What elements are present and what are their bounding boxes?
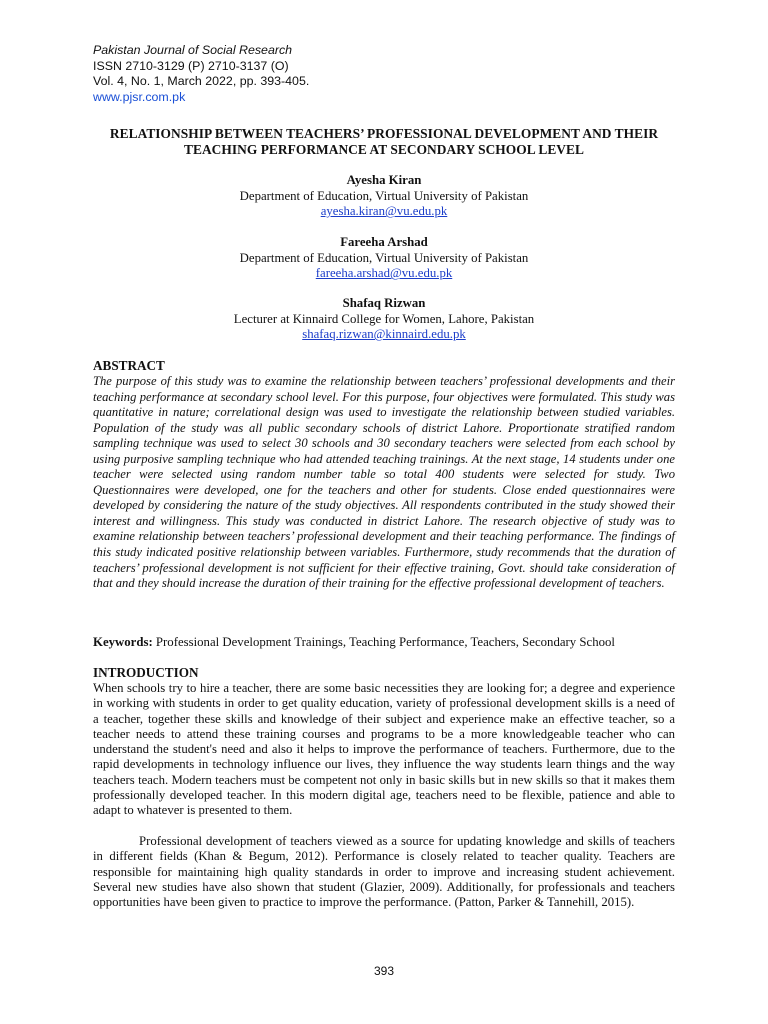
author-affiliation: Department of Education, Virtual University of Pakistan — [239, 250, 529, 265]
author-block — [93, 296, 675, 343]
introduction-heading: INTRODUCTION — [93, 665, 199, 680]
keywords — [93, 635, 675, 651]
abstract-text: The purpose of this study was to examine the relationship between teachers’ professional developments and their teaching performance at secondary school level. For this purpose, four objectives were formulated. This study was quantitative in nature; correlational design was used to investigate the relationship between studied variables. Population of the study was all public secondary schools of district Lahore. Proportionate stratified random sampling technique was used to select 30 schools and 30 secondary teachers were selected from each school by using purposive sampling technique who had attended teaching trainings. At the next stage, 14 students under one teacher were selected using random number table so total 400 students were selected for study. Two Questionnaires were developed, one for the teachers and other for students. Close ended questionnaires were developed by considering the nature of the study objectives. All respondents contributed in the study showed their interest and willingness. This study was conducted in district Lahore. The research objective of study was to examine relationship between teachers’ professional development and their teaching performance. The findings of this study indicated positive relationship between variables. Furthermore, study recommends that the duration of teachers’ professional development is not sufficient for their effective training, Govt. should take consideration of that and they should increase the duration of their training for the effective professional development of teachers. — [93, 374, 675, 591]
page-number: 393 — [373, 964, 395, 978]
journal-url-link[interactable]: www.pjsr.com.pk — [93, 89, 186, 104]
author-block — [93, 235, 675, 282]
introduction-paragraph: When schools try to hire a teacher, there are some basic necessities they are looking for; a degree and experience in working with students in order to get quality education, variety of professional development skills is a need of a teacher, together these skills and knowledge of their subject and experience make an effective teacher, so a teacher needs to attend these training courses and programs to be a more knowledgeable teacher who can understand the student's need and also it helps to improve the performance of teachers. Furthermore, due to the rapid developments in technology influence our lives, they influence the way students learn things and the way teachers teach. Modern teachers must be competent not only in basic skills but in new skills so that it makes them professionally developed teacher. In this modern digital age, teachers need to be flexible, patience and able to adapt to whatever is presented to them. — [93, 681, 675, 817]
author-affiliation: Lecturer at Kinnaird College for Women, Lahore, Pakistan — [233, 311, 535, 326]
author-email-link[interactable]: fareeha.arshad@vu.edu.pk — [315, 266, 453, 281]
keywords-text: Professional Development Trainings, Teaching Performance, Teachers, Secondary School — [152, 635, 615, 649]
journal-name: Pakistan Journal of Social Research — [93, 43, 293, 57]
author-email-link[interactable]: ayesha.kiran@vu.edu.pk — [320, 204, 448, 219]
paper-title: RELATIONSHIP BETWEEN TEACHERS’ PROFESSIONAL DEVELOPMENT AND THEIR TEACHING PERFORMANCE AT SECONDARY SCHOOL LEVEL — [109, 126, 659, 158]
abstract-heading: ABSTRACT — [93, 358, 165, 373]
author-affiliation: Department of Education, Virtual University of Pakistan — [239, 188, 529, 203]
journal-issn: ISSN 2710-3129 (P) 2710-3137 (O) — [93, 58, 289, 73]
author-name: Ayesha Kiran — [346, 173, 422, 187]
author-name: Fareeha Arshad — [340, 235, 428, 249]
keywords-label: Keywords: — [93, 635, 153, 649]
author-email-link[interactable]: shafaq.rizwan@kinnaird.edu.pk — [302, 327, 466, 342]
journal-volume: Vol. 4, No. 1, March 2022, pp. 393-405. — [93, 74, 310, 89]
introduction-paragraph: Professional development of teachers viewed as a source for updating knowledge and skills of teachers in different fields (Khan & Begum, 2012). Performance is closely related to teacher quality. Teachers are responsible for maintaining high quality standards in order to improve and increasing student achievement. Several new studies have also shown that student (Glazier, 2009). Additionally, for professionals and teachers opportunities have been given to practice to improve the performance. (Patton, Parker & Tannehill, 2015). — [93, 834, 675, 909]
author-name: Shafaq Rizwan — [342, 296, 426, 310]
journal-header — [93, 43, 309, 105]
author-block — [93, 173, 675, 220]
